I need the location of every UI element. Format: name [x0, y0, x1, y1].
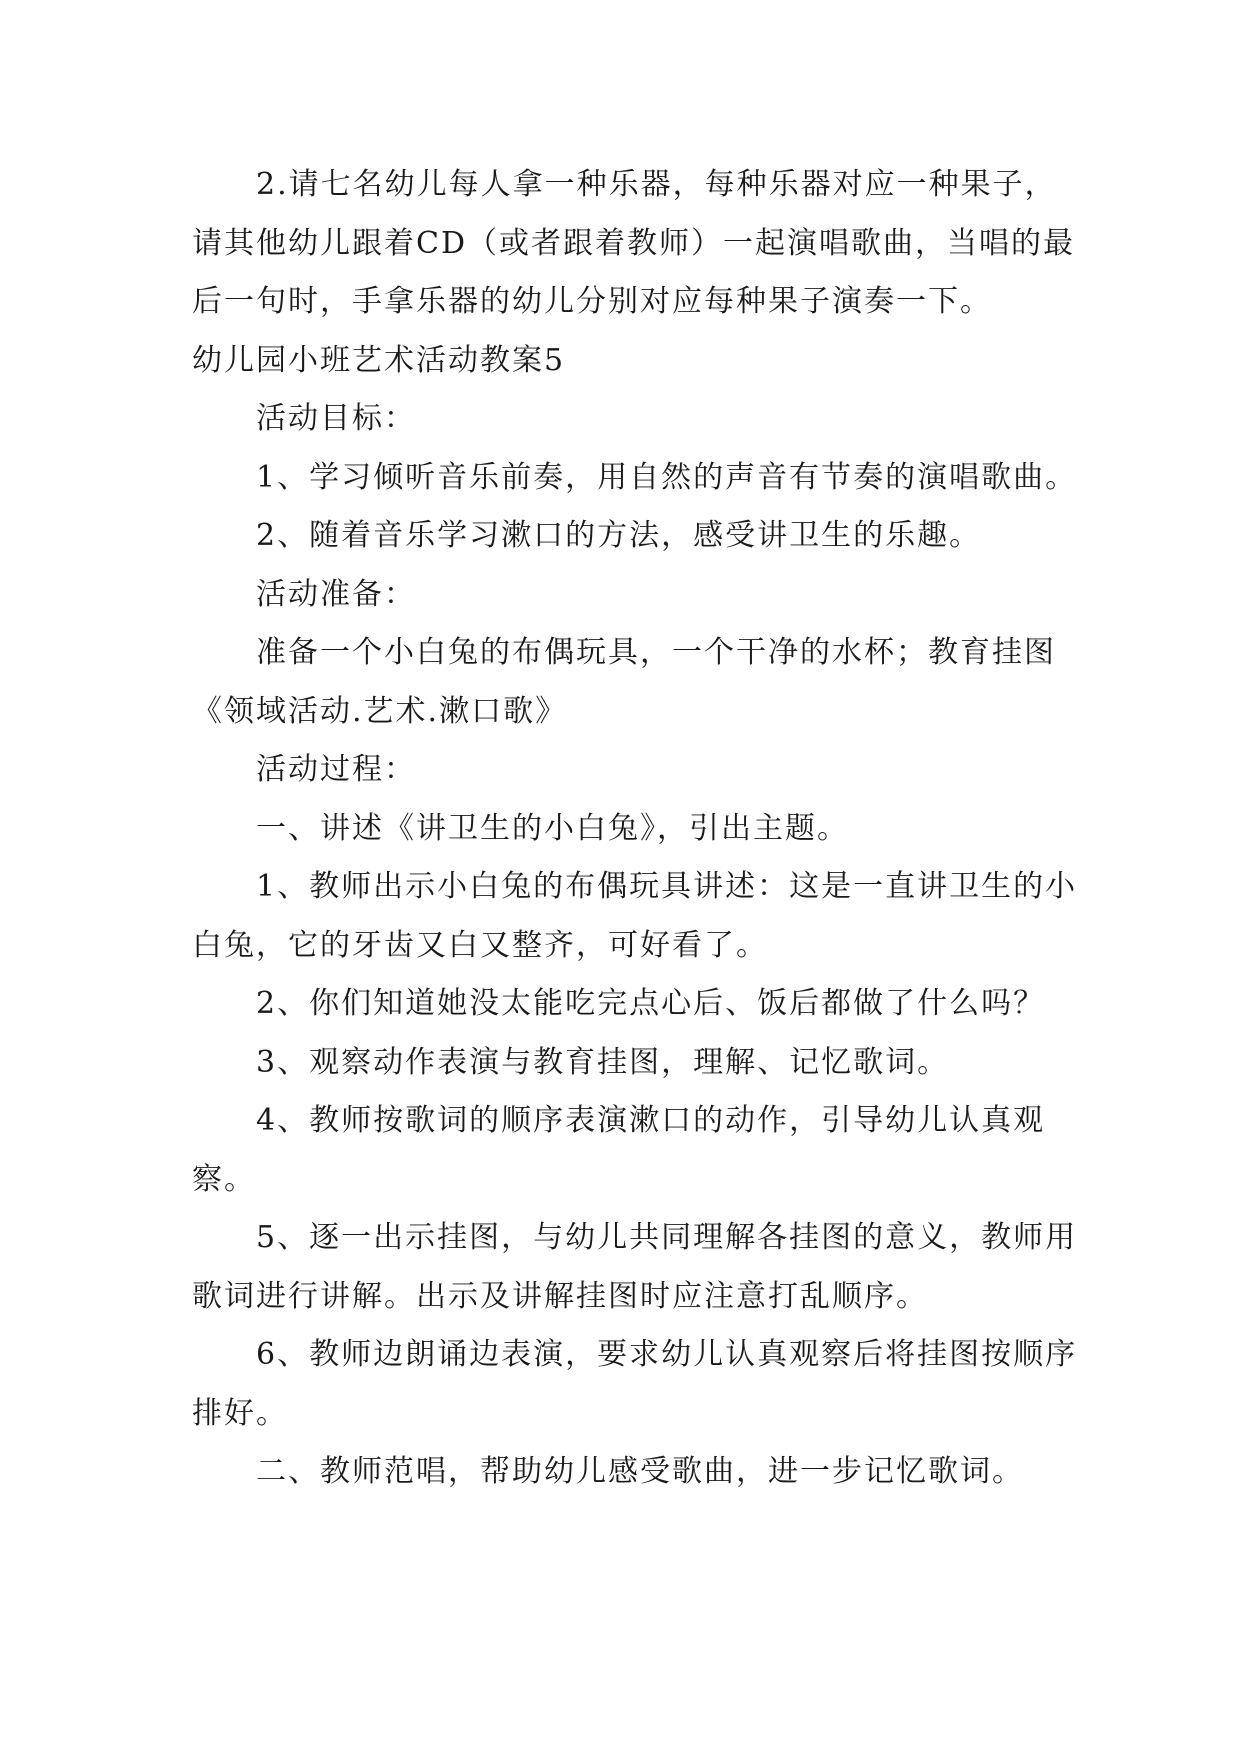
- process-heading: 活动过程：: [256, 752, 416, 787]
- process-part-2: 二、教师范唱，帮助幼儿感受歌曲，进一步记忆歌词。: [256, 1454, 1024, 1489]
- process-step-5: 5、逐一出示挂图，与幼儿共同理解各挂图的意义，教师用歌词进行讲解。出示及讲解挂图时应注意打乱顺序。: [192, 1220, 1078, 1314]
- process-step-6: 6、教师边朗诵边表演，要求幼儿认真观察后将挂图按顺序排好。: [192, 1337, 1078, 1431]
- paragraph-instrument-step: 2.请七名幼儿每人拿一种乐器，每种乐器对应一种果子，请其他幼儿跟着CD（或者跟着教师）一起演唱歌曲，当唱的最后一句时，手拿乐器的幼儿分别对应每种果子演奏一下。: [192, 167, 1076, 319]
- process-step-3: 3、观察动作表演与教育挂图，理解、记忆歌词。: [256, 1044, 950, 1080]
- process-step-2: 2、你们知道她没太能吃完点心后、饭后都做了什么吗？: [256, 986, 1046, 1021]
- process-part-1: 一、讲述《讲卫生的小白兔》，引出主题。: [256, 810, 849, 846]
- document-body: [192, 156, 1082, 1502]
- preparation-heading: 活动准备：: [256, 576, 416, 612]
- preparation-content: 准备一个小白兔的布偶玩具，一个干净的水杯；教育挂图《领域活动.艺术.漱口歌》: [192, 635, 1056, 729]
- process-step-4: 4、教师按歌词的顺序表演漱口的动作，引导幼儿认真观察。: [192, 1103, 1046, 1197]
- goal-item-1: 1、学习倾听音乐前奏，用自然的声音有节奏的演唱歌曲。: [256, 459, 1078, 495]
- process-step-1: 1、教师出示小白兔的布偶玩具讲述：这是一直讲卫生的小白兔，它的牙齿又白又整齐，可好看了。: [192, 869, 1078, 963]
- plan-title: 幼儿园小班艺术活动教案5: [192, 342, 566, 378]
- goal-item-2: 2、随着音乐学习漱口的方法，感受讲卫生的乐趣。: [256, 518, 982, 553]
- goals-heading: 活动目标：: [256, 401, 416, 436]
